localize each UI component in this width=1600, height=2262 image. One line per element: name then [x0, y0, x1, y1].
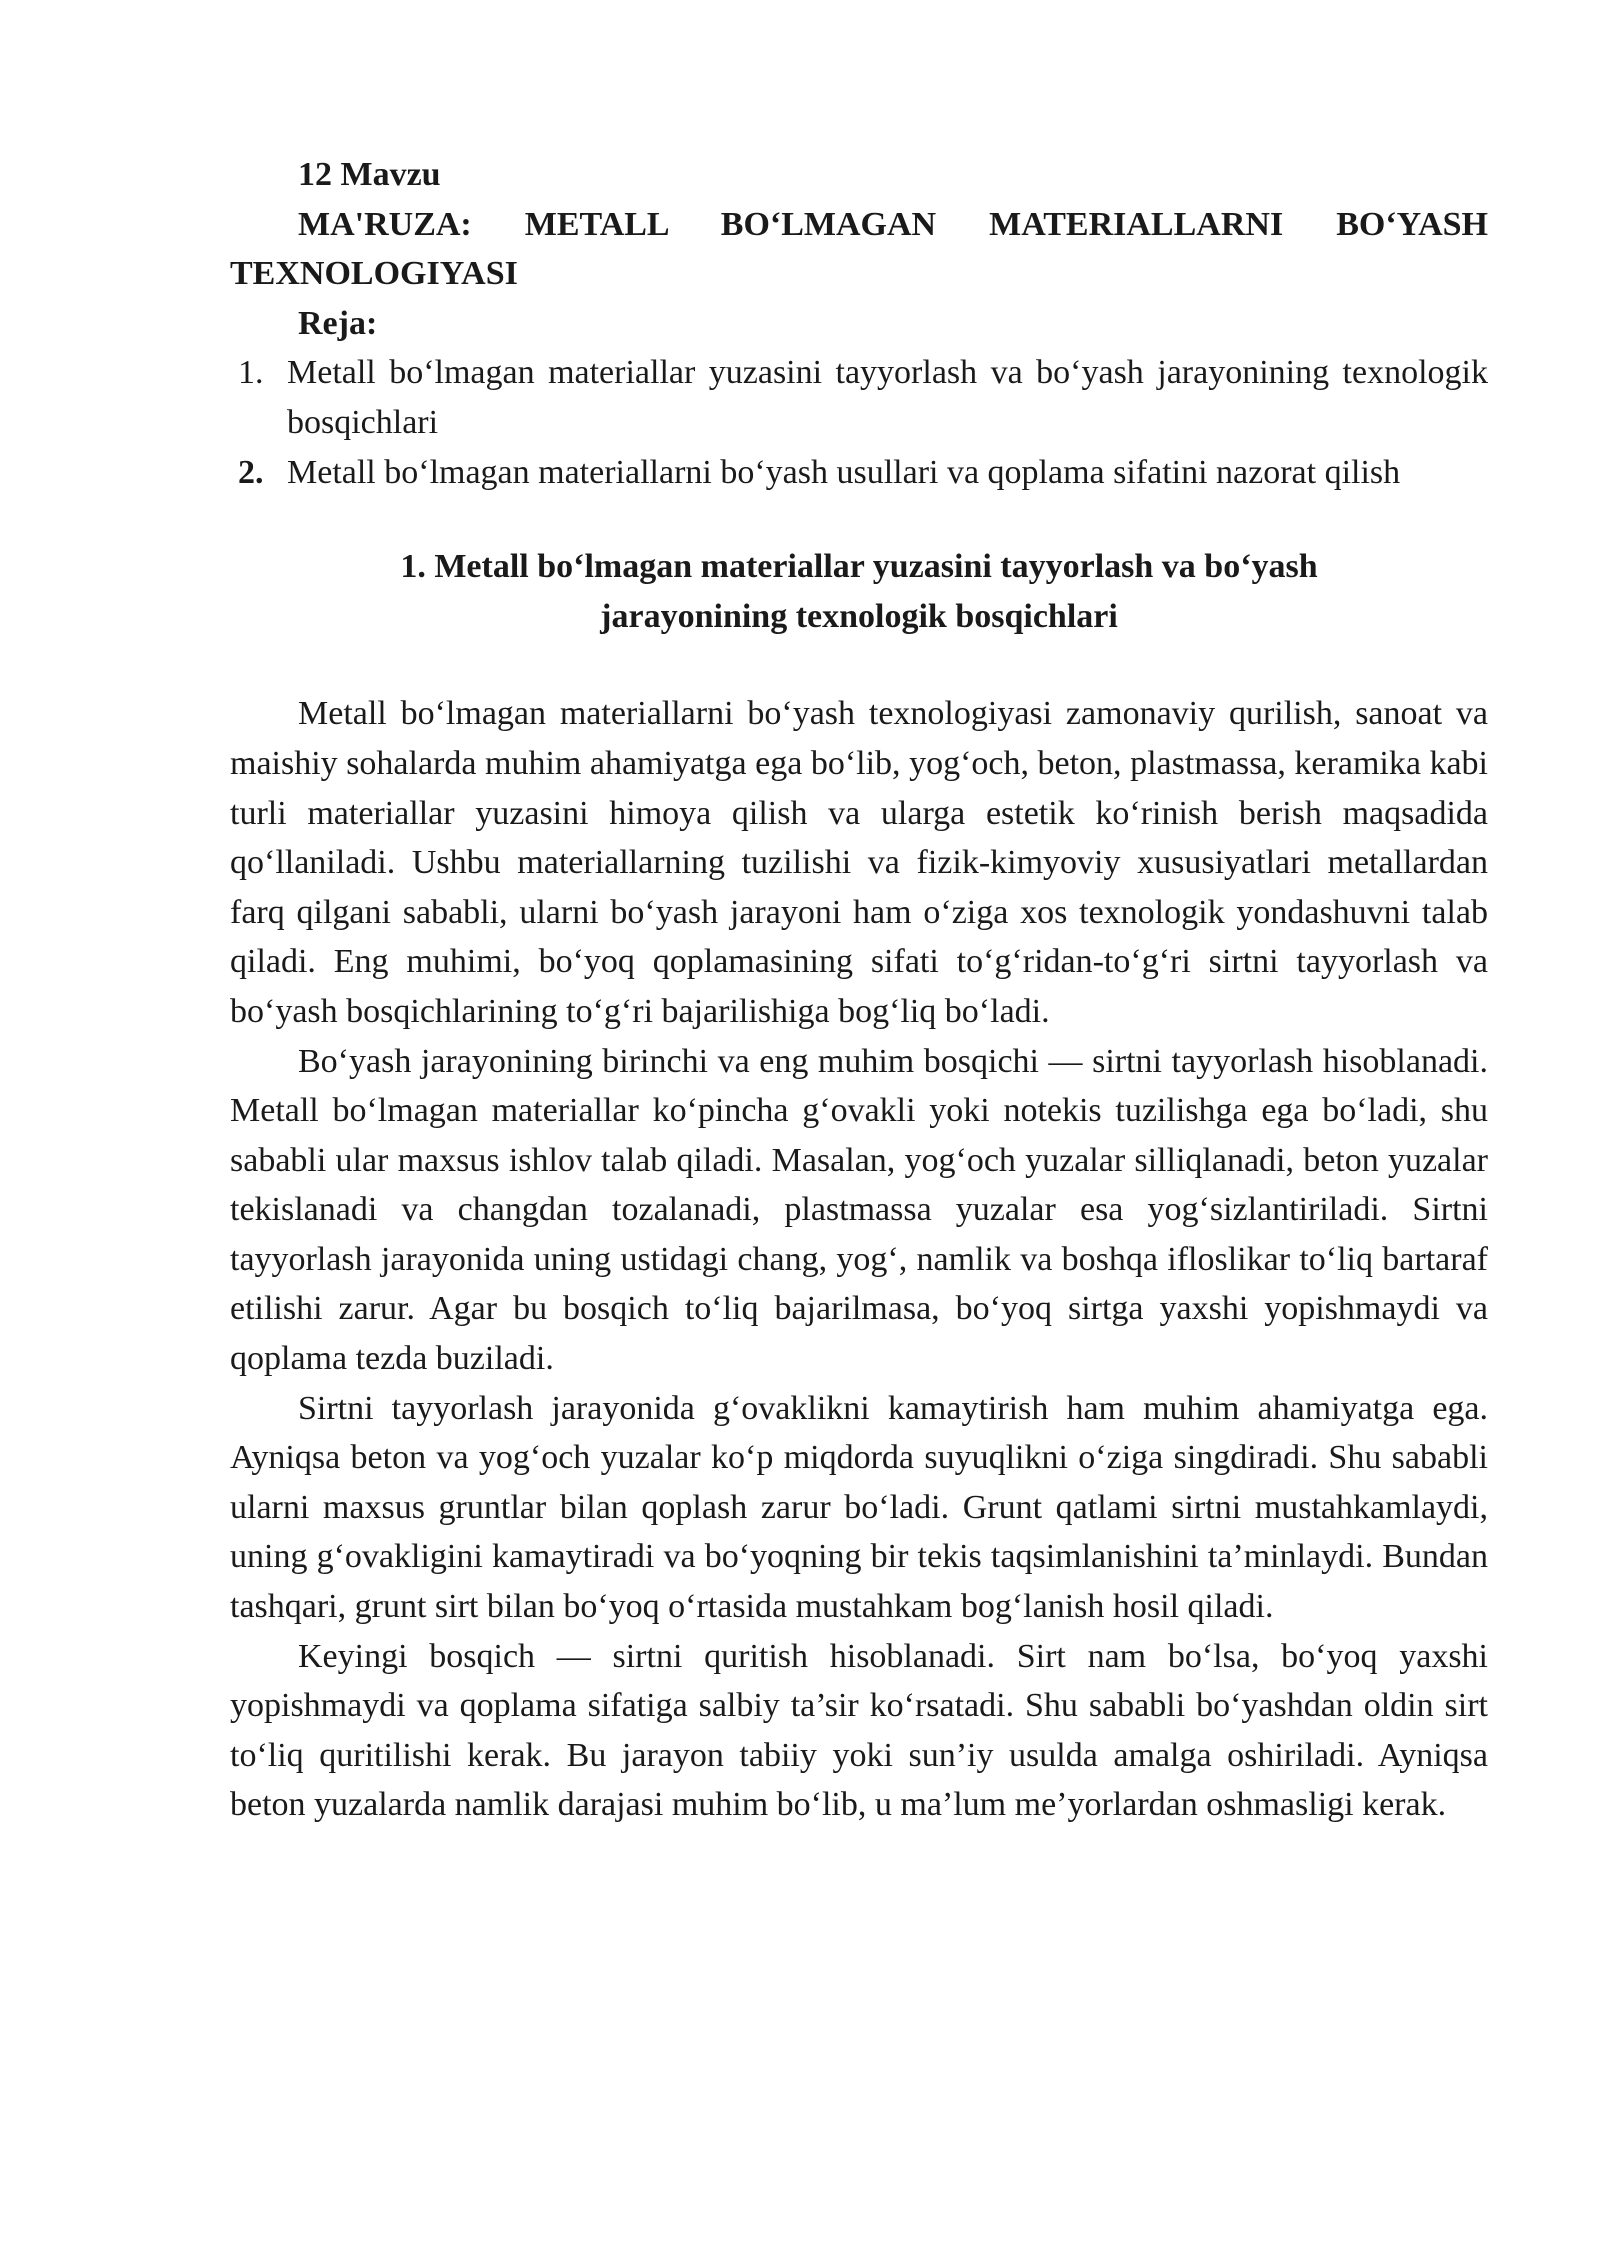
body-paragraph: Bo‘yash jarayonining birinchi va eng muhim bosqichi — sirtni tayyorlash hisoblanadi. Metall bo‘lmagan materiallar ko‘pincha g‘ovakli yoki notekis tuzilishga ega bo‘ladi, shu sababli ular maxsus ishlov talab qiladi. Masalan, yog‘och yuzalar silliqlanadi, beton yuzalar tekislanadi va changdan tozalanadi, plastmassa yuzalar esa yog‘sizlantiriladi. Sirtni tayyorlash jarayonida uning ustidagi chang, yog‘, namlik va boshqa ifloslikar to‘liq bartaraf etilishi zarur. Agar bu bosqich to‘liq bajarilmasa, bo‘yoq sirtga yaxshi yopishmaydi va qoplama tezda buziladi. — [230, 1042, 1488, 1378]
plan-item-number: 1. — [238, 354, 264, 392]
section-heading-line: jarayonining texnologik bosqichlari — [600, 597, 1118, 635]
plan-label: Reja: — [298, 304, 378, 342]
plan-item-text: Metall bo‘lmagan materiallarni bo‘yash usullari va qoplama sifatini nazorat qilish — [287, 453, 1401, 491]
plan-item — [230, 348, 1488, 447]
plan-item-number: 2. — [238, 453, 264, 491]
lecture-title: MA'RUZA: METALL BO‘LMAGAN MATERIALLARNI BO‘YASH TEXNOLOGIYASI — [230, 205, 1488, 293]
body-paragraph: Metall bo‘lmagan materiallarni bo‘yash texnologiyasi zamonaviy qurilish, sanoat va maishiy sohalarda muhim ahamiyatga ega bo‘lib, yog‘och, beton, plastmassa, keramika kabi turli materiallar yuzasini himoya qilish va ularga estetik ko‘rinish berish maqsadida qo‘llaniladi. Ushbu materiallarning tuzilishi va fizik-kimyoviy xususiyatlari metallardan farq qilgani sababli, ularni bo‘yash jarayoni ham o‘ziga xos texnologik yondashuvni talab qiladi. Eng muhimi, bo‘yoq qoplamasining sifati to‘g‘ridan-to‘g‘ri sirtni tayyorlash va bo‘yash bosqichlarining to‘g‘ri bajarilishiga bog‘liq bo‘ladi. — [230, 695, 1488, 1030]
plan-item — [230, 448, 1488, 498]
plan-item-text: Metall bo‘lmagan materiallar yuzasini tayyorlash va bo‘yash jarayonining texnologik bosqichlari — [287, 354, 1488, 441]
topic-label: 12 Mavzu — [298, 156, 441, 193]
body-paragraph: Sirtni tayyorlash jarayonida g‘ovaklikni kamaytirish ham muhim ahamiyatga ega. Ayniqsa beton va yog‘och yuzalar ko‘p miqdorda suyuqlikni o‘ziga singdiradi. Shu sababli ularni maxsus gruntlar bilan qoplash zarur bo‘ladi. Grunt qatlami sirtni mustahkamlaydi, uning g‘ovakligini kamaytiradi va bo‘yoqning bir tekis taqsimlanishini ta’minlaydi. Bundan tashqari, grunt sirt bilan bo‘yoq o‘rtasida mustahkam bog‘lanish hosil qiladi. — [230, 1389, 1488, 1626]
body-paragraph: Keyingi bosqich — sirtni quritish hisoblanadi. Sirt nam bo‘lsa, bo‘yoq yaxshi yopishmaydi va qoplama sifatiga salbiy ta’sir ko‘rsatadi. Shu sababli bo‘yashdan oldin sirt to‘liq quritilishi kerak. Bu jarayon tabiiy yoki sun’iy usulda amalga oshiriladi. Ayniqsa beton yuzalarda namlik darajasi muhim bo‘lib, u ma’lum me’yorlardan oshmasligi kerak. — [230, 1637, 1488, 1824]
document-page — [230, 150, 1488, 1830]
section-heading-line: 1. Metall bo‘lmagan materiallar yuzasini tayyorlash va bo‘yash — [400, 548, 1318, 586]
plan-list — [230, 348, 1488, 497]
section-heading — [230, 542, 1488, 641]
